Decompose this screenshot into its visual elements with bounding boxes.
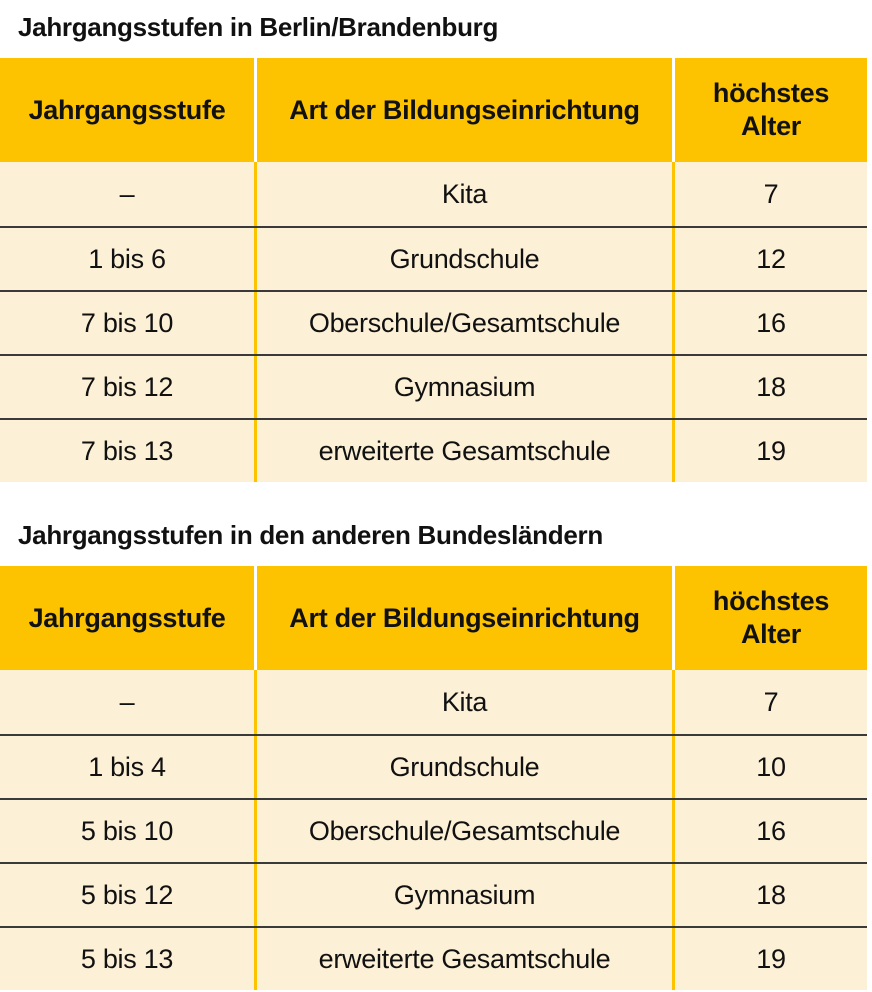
cell-jahrgangsstufe: 1 bis 4 <box>88 751 166 782</box>
table-title-berlin: Jahrgangsstufen in Berlin/Brandenburg <box>18 12 499 42</box>
cell-alter: 19 <box>672 420 867 482</box>
cell-alter: 7 <box>672 162 867 226</box>
table-title-andere-bundeslaender: Jahrgangsstufen in den anderen Bundesländern <box>18 520 603 550</box>
header-jahrgangsstufe: Jahrgangsstufe <box>28 94 226 125</box>
header-hoechstes-alter <box>672 58 867 162</box>
cell-bildungseinrichtung: Grundschule <box>254 228 672 290</box>
cell-alter: 18 <box>672 864 867 926</box>
cell-jahrgangsstufe: 5 bis 13 <box>80 943 174 974</box>
table-row <box>0 670 867 734</box>
cell-bildungseinrichtung: Grundschule <box>254 736 672 798</box>
cell-bildungseinrichtung: Kita <box>254 670 672 734</box>
cell-alter: 12 <box>672 228 867 290</box>
cell-bildungseinrichtung: erweiterte Gesamtschule <box>254 420 672 482</box>
cell-jahrgangsstufe: 7 bis 12 <box>80 371 174 402</box>
cell-jahrgangsstufe: 5 bis 12 <box>80 879 174 910</box>
cell-jahrgangsstufe: – <box>119 178 135 209</box>
cell-jahrgangsstufe: 7 bis 13 <box>80 435 174 466</box>
header-bildungseinrichtung: Art der Bildungseinrichtung <box>254 58 672 162</box>
header-hoechstes-alter-label: höchstes Alter <box>712 586 830 649</box>
table-row <box>0 418 867 482</box>
cell-alter: 7 <box>672 670 867 734</box>
cell-bildungseinrichtung: Gymnasium <box>254 356 672 418</box>
table-row <box>0 926 867 990</box>
table-andere-bundeslaender <box>0 566 867 990</box>
header-hoechstes-alter-label: höchstes Alter <box>712 78 830 141</box>
cell-jahrgangsstufe: 1 bis 6 <box>88 243 166 274</box>
cell-alter: 19 <box>672 928 867 990</box>
header-hoechstes-alter <box>672 566 867 670</box>
table-row <box>0 226 867 290</box>
table-row <box>0 290 867 354</box>
table-header <box>0 58 867 162</box>
table-header <box>0 566 867 670</box>
cell-alter: 16 <box>672 292 867 354</box>
cell-alter: 10 <box>672 736 867 798</box>
header-jahrgangsstufe: Jahrgangsstufe <box>28 602 226 633</box>
cell-bildungseinrichtung: Oberschule/Gesamtschule <box>254 292 672 354</box>
cell-bildungseinrichtung: Oberschule/Gesamtschule <box>254 800 672 862</box>
cell-jahrgangsstufe: – <box>119 686 135 717</box>
table-row <box>0 354 867 418</box>
cell-alter: 18 <box>672 356 867 418</box>
cell-jahrgangsstufe: 7 bis 10 <box>80 307 174 338</box>
table-row <box>0 798 867 862</box>
cell-jahrgangsstufe: 5 bis 10 <box>80 815 174 846</box>
table-row <box>0 734 867 798</box>
header-bildungseinrichtung: Art der Bildungseinrichtung <box>254 566 672 670</box>
table-row <box>0 862 867 926</box>
cell-bildungseinrichtung: Kita <box>254 162 672 226</box>
cell-bildungseinrichtung: Gymnasium <box>254 864 672 926</box>
table-berlin-brandenburg <box>0 58 867 482</box>
table-row <box>0 162 867 226</box>
cell-alter: 16 <box>672 800 867 862</box>
cell-bildungseinrichtung: erweiterte Gesamtschule <box>254 928 672 990</box>
